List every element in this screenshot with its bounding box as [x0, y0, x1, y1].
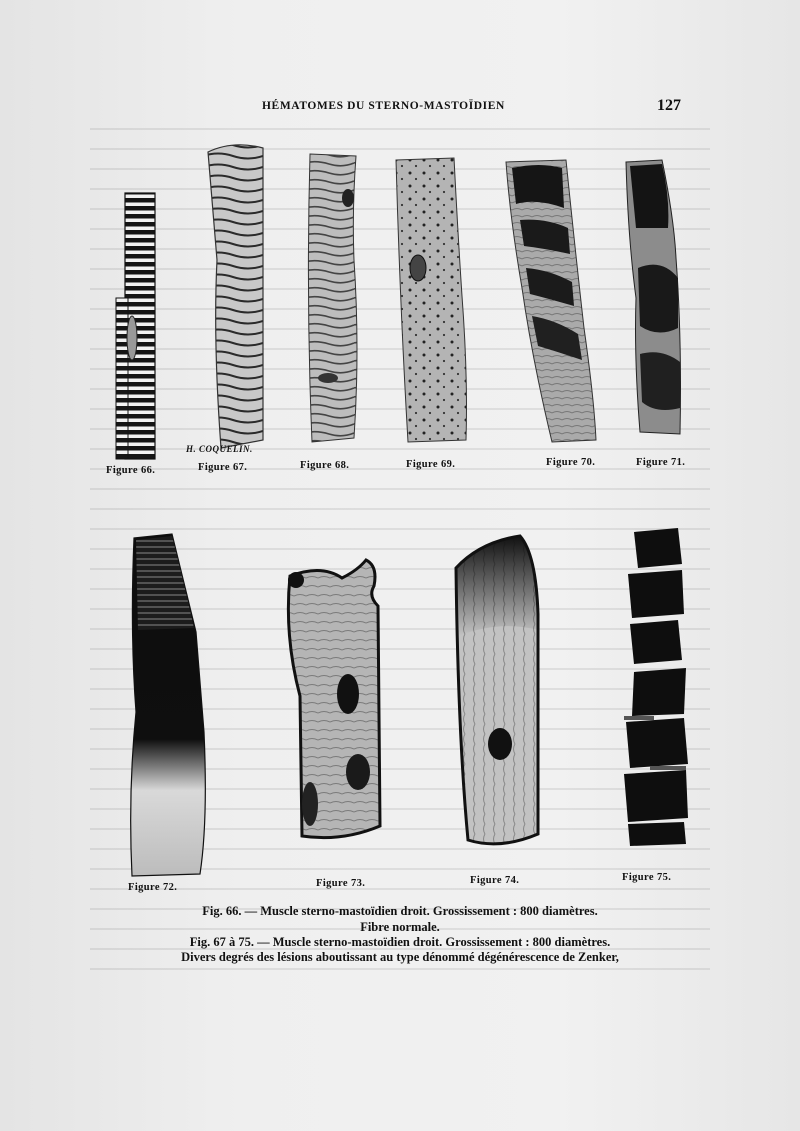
figure-70-label: Figure 70. — [546, 457, 596, 468]
figure-70-image — [502, 158, 602, 444]
figure-72-image — [126, 532, 210, 882]
figure-68-image — [304, 150, 364, 446]
caption-line-1: Fig. 66. — Muscle sterno-mastoïdien droit. Grossissement : 800 diamètres. — [202, 904, 598, 918]
figure-75-image — [620, 526, 694, 848]
figure-73-image — [282, 556, 386, 846]
page-number: 127 — [657, 97, 681, 114]
figure-67-image — [203, 140, 269, 452]
running-head: HÉMATOMES DU STERNO-MASTOÏDIEN — [262, 100, 505, 112]
caption-line-2: Fibre normale. — [360, 920, 440, 934]
figure-74-label: Figure 74. — [470, 875, 520, 886]
figure-66-image — [112, 190, 160, 462]
figure-73-label: Figure 73. — [316, 878, 366, 889]
figure-69-label: Figure 69. — [406, 459, 456, 470]
figure-68-label: Figure 68. — [300, 460, 350, 471]
figure-71-image — [622, 158, 688, 438]
page-header — [0, 97, 800, 120]
figure-67-label: Figure 67. — [198, 462, 248, 473]
figure-66-label: Figure 66. — [106, 465, 156, 476]
caption-line-4: Divers degrés des lésions aboutissant au type dénommé dégénérescence de Zenker, — [181, 950, 619, 964]
figure-75-label: Figure 75. — [622, 872, 672, 883]
figure-71-label: Figure 71. — [636, 457, 686, 468]
artist-signature: H. COQUELIN. — [186, 444, 253, 454]
figure-74-image — [450, 534, 546, 850]
figure-72-label: Figure 72. — [128, 882, 178, 893]
caption-line-3: Fig. 67 à 75. — Muscle sterno-mastoïdien droit. Grossissement : 800 diamètres. — [189, 935, 611, 949]
figure-69-image — [392, 156, 472, 446]
